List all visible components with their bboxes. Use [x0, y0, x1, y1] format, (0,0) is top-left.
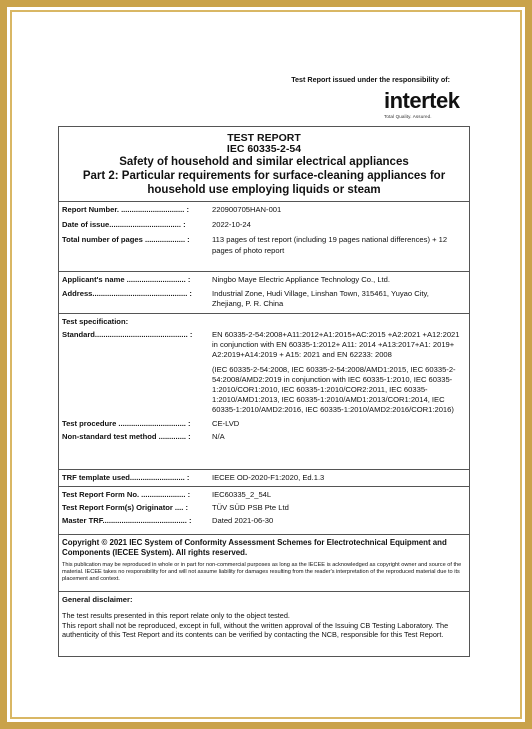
applicant-name-label: Applicant's name ............................ :	[62, 275, 191, 284]
address-value: Industrial Zone, Hudi Village, Linshan Town, 315461, Yuyao City, Zhejiang, P. R. China	[212, 289, 429, 309]
copyright-note: This publication may be reproduced in whole or in part for non-commercial purposes as long as the IECEE is acknowledged as copyright owner and source of the material. IECEE takes no responsibility for and will not assume liability for damages resulting from the reader's interpretation of the reproduced material due to its placement and context.	[62, 562, 462, 582]
trf-form-no-label: Test Report Form No. ..................... :	[62, 490, 191, 499]
standard-label: Standard............................................ :	[62, 330, 193, 339]
total-pages-value: 113 pages of test report (including 19 pages national differences) + 12 pages of photo report	[212, 235, 448, 255]
report-number-row	[62, 205, 466, 215]
test-procedure-row	[62, 419, 466, 429]
trf-originator-value: TÜV SÜD PSB Pte Ltd	[212, 503, 289, 513]
responsibility-text: Test Report issued under the responsibility of:	[291, 75, 450, 84]
trf-template-label: TRF template used.......................... :	[62, 473, 190, 482]
report-type: TEST REPORT	[227, 132, 301, 144]
intertek-logo	[384, 90, 474, 126]
report-number-value: 220900705HAN-001	[212, 205, 282, 214]
standard-value: EN 60335-2-54:2008+A11:2012+A1:2015+AC:2015 +A2:2021 +A12:2021 in conjunction with EN 60335-1:2012+ A11: 2014 +A13:2017+A1: 2019+ A2:2019+A14:2019 + A15: 2021 and EN 62233: 2008	[212, 330, 460, 360]
non-standard-method-value: N/A	[212, 431, 225, 441]
copyright-section	[59, 535, 469, 592]
test-spec-title: Test specification:	[62, 317, 129, 326]
disclaimer-section	[59, 592, 469, 656]
report-title-line2: Part 2: Particular requirements for surface-cleaning appliances for	[82, 170, 446, 182]
trf-originator-row	[62, 503, 466, 513]
report-title-line1: Safety of household and similar electrical appliances	[119, 156, 409, 168]
logo-tagline: Total Quality. Assured.	[384, 114, 432, 119]
trf-form-no-value: IEC60335_2_54L	[212, 490, 272, 499]
disclaimer-line2: This report shall not be reproduced, except in full, without the written approval of the Issuing CB Testing Laboratory. The authenticity of this Test Report and its contents can be verified by contacting the NCB, responsible for this Test Report.	[62, 620, 449, 640]
report-number-label: Report Number. .............................. :	[62, 205, 190, 214]
standard-iec-value: (IEC 60335-2-54:2008, IEC 60335-2-54:2008/AMD1:2015, IEC 60335-2-54:2008/AMD2:2019 in conjunction with IEC 60335-1:2010, IEC 60335-1:2010/COR1:2010, IEC 60335-1:2010/COR2:2011, IEC 60335-1:2010/AMD1:2013, IEC 60335-1:2010/AMD1:2013/COR1:2014, IEC 60335-1:2010/AMD2:2016, IEC 60335-1:2010/AMD2:2016/COR1:2016)	[212, 364, 456, 415]
address-row	[62, 289, 466, 309]
report-box	[58, 126, 470, 657]
disclaimer-title: General disclaimer:	[62, 595, 133, 604]
trf-template-value: IECEE OD-2020-F1:2020, Ed.1.3	[212, 473, 325, 482]
standard-iec-row	[62, 365, 466, 416]
date-of-issue-label: Date of issue.................................. :	[62, 220, 186, 230]
disclaimer-line1: The test results presented in this report relate only to the object tested.	[62, 611, 290, 620]
master-trf-label: Master TRF........................................ :	[62, 516, 192, 526]
address-label: Address............................................. :	[62, 289, 192, 299]
applicant-section	[59, 272, 469, 314]
total-pages-label: Total number of pages ................... :	[62, 235, 190, 245]
test-procedure-label: Test procedure ................................ :	[62, 418, 191, 428]
test-spec-section	[59, 314, 469, 470]
trf-originator-label: Test Report Form(s) Originator .... :	[62, 503, 189, 513]
total-pages-row	[62, 235, 466, 255]
master-trf-row	[62, 516, 466, 526]
trf-form-no-row	[62, 490, 466, 500]
copyright-heading: Copyright © 2021 IEC System of Conformity Assessment Schemes for Electrotechnical Equipment and Components (IECEE System). All rights reserved.	[62, 538, 447, 557]
date-of-issue-value: 2022-10-24	[212, 220, 251, 230]
master-trf-value: Dated 2021-06-30	[212, 516, 274, 526]
applicant-name-value: Ningbo Maye Electric Appliance Technology Co., Ltd.	[212, 275, 390, 284]
test-procedure-value: CE-LVD	[212, 418, 240, 428]
report-info-section	[59, 202, 469, 272]
logo-wordmark: intertek	[384, 88, 460, 113]
trf-template-row	[62, 473, 466, 483]
non-standard-method-row	[62, 432, 466, 442]
trf-template-section	[59, 470, 469, 487]
report-title-block	[59, 127, 469, 202]
date-of-issue-row	[62, 220, 466, 230]
trf-form-section	[59, 487, 469, 535]
non-standard-method-label: Non-standard test method ............. :	[62, 431, 191, 441]
applicant-name-row	[62, 275, 466, 285]
report-standard: IEC 60335-2-54	[226, 143, 302, 155]
standard-row	[62, 330, 466, 361]
report-title-line3: household use employing liquids or steam	[147, 184, 381, 196]
